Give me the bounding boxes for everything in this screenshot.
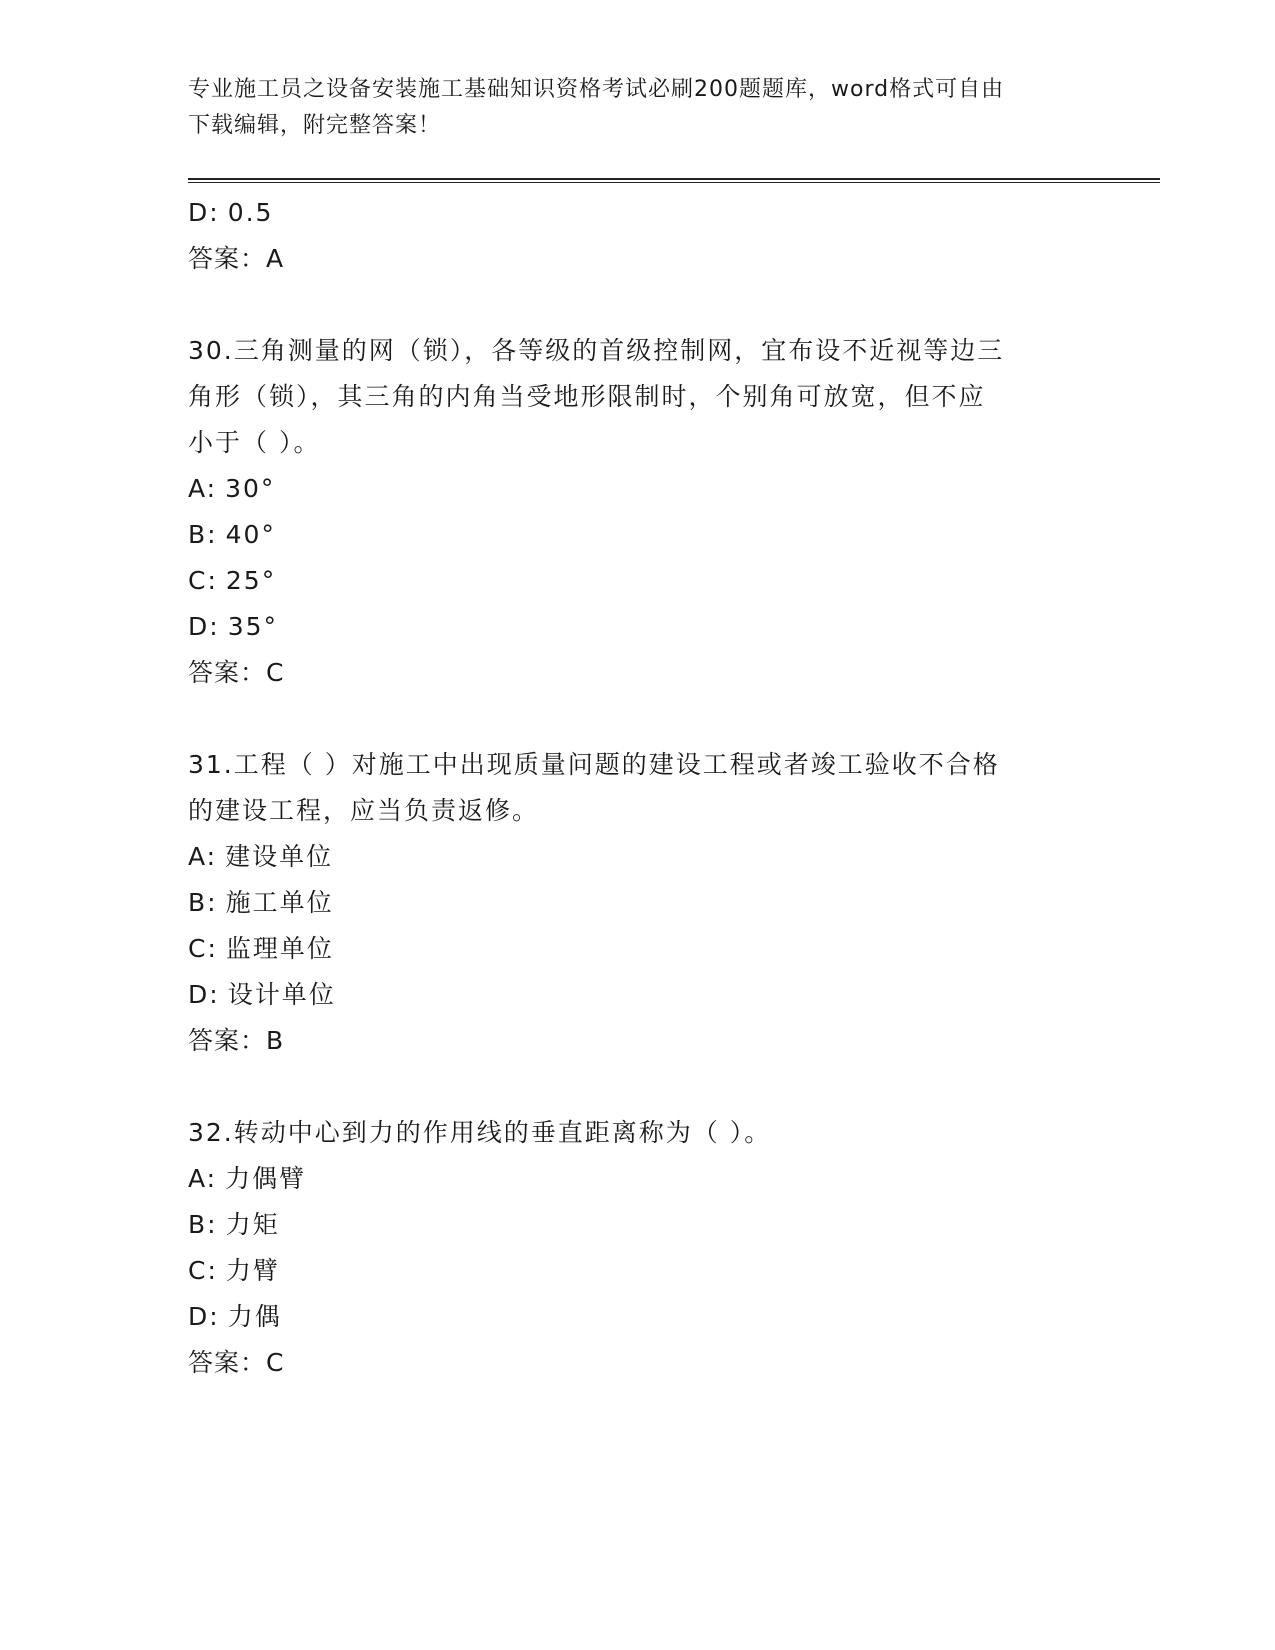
stem-line: 32.转动中心到力的作用线的垂直距离称为（ ）。	[188, 1118, 772, 1147]
option-c	[188, 558, 1088, 604]
question-32	[188, 1110, 1088, 1386]
option-d	[188, 604, 1088, 650]
option-d	[188, 972, 1088, 1018]
option-letter: B:	[188, 1210, 218, 1239]
question-stem	[188, 1110, 1088, 1156]
option-text: 设计单位	[227, 980, 336, 1009]
option-text: 力矩	[225, 1210, 280, 1239]
page-header	[188, 72, 1068, 144]
header-divider	[188, 178, 1160, 183]
option-letter: B:	[188, 520, 218, 549]
stem-line: 31.工程（ ）对施工中出现质量问题的建设工程或者竣工验收不合格	[188, 750, 1000, 779]
option-text: 力臂	[225, 1256, 280, 1285]
option-b	[188, 512, 1088, 558]
option-letter: A:	[188, 1164, 218, 1193]
option-a	[188, 1156, 1088, 1202]
option-text: 40°	[225, 520, 276, 549]
option-text: 25°	[225, 566, 277, 595]
answer: 答案：C	[188, 658, 285, 687]
stem-line: 的建设工程，应当负责返修。	[188, 796, 540, 825]
option-letter: A:	[188, 842, 218, 871]
option-letter: C:	[188, 566, 218, 595]
question-30	[188, 328, 1088, 696]
question-stem	[188, 742, 1088, 834]
option-b	[188, 1202, 1088, 1248]
document-body	[188, 190, 1088, 1386]
option-letter: B:	[188, 888, 218, 917]
option-text: 力偶	[227, 1302, 282, 1331]
option-letter: C:	[188, 1256, 218, 1285]
answer: 答案：B	[188, 1026, 285, 1055]
option-text: 建设单位	[225, 842, 334, 871]
option-text: 力偶臂	[225, 1164, 307, 1193]
option-letter: D:	[188, 198, 220, 227]
option-d	[188, 1294, 1088, 1340]
option-b	[188, 880, 1088, 926]
stem-line: 30.三角测量的网（锁），各等级的首级控制网，宜布设不近视等边三	[188, 336, 1005, 365]
stem-line: 角形（锁），其三角的内角当受地形限制时，个别角可放宽，但不应	[188, 382, 986, 411]
option-a	[188, 834, 1088, 880]
option-text: 35°	[227, 612, 278, 641]
answer: 答案：C	[188, 1348, 285, 1377]
option-letter: D:	[188, 612, 220, 641]
option-letter: D:	[188, 980, 220, 1009]
option-c	[188, 926, 1088, 972]
option-text: 监理单位	[225, 934, 334, 963]
option-letter: D:	[188, 1302, 220, 1331]
option-text: 30°	[225, 474, 276, 503]
question-stem	[188, 328, 1088, 466]
header-title-line-1: 专业施工员之设备安装施工基础知识资格考试必刷200题题库，word格式可自由	[188, 77, 1005, 102]
option-a	[188, 466, 1088, 512]
header-title-line-2: 下载编辑，附完整答案！	[188, 113, 442, 138]
option-c	[188, 1248, 1088, 1294]
stem-line: 小于（ ）。	[188, 428, 321, 457]
question-31	[188, 742, 1088, 1064]
option-text: 0.5	[227, 198, 274, 227]
carryover-answer: 答案：A	[188, 244, 285, 273]
option-letter: A:	[188, 474, 218, 503]
option-letter: C:	[188, 934, 218, 963]
option-text: 施工单位	[225, 888, 334, 917]
carryover-option-d	[188, 190, 1088, 236]
